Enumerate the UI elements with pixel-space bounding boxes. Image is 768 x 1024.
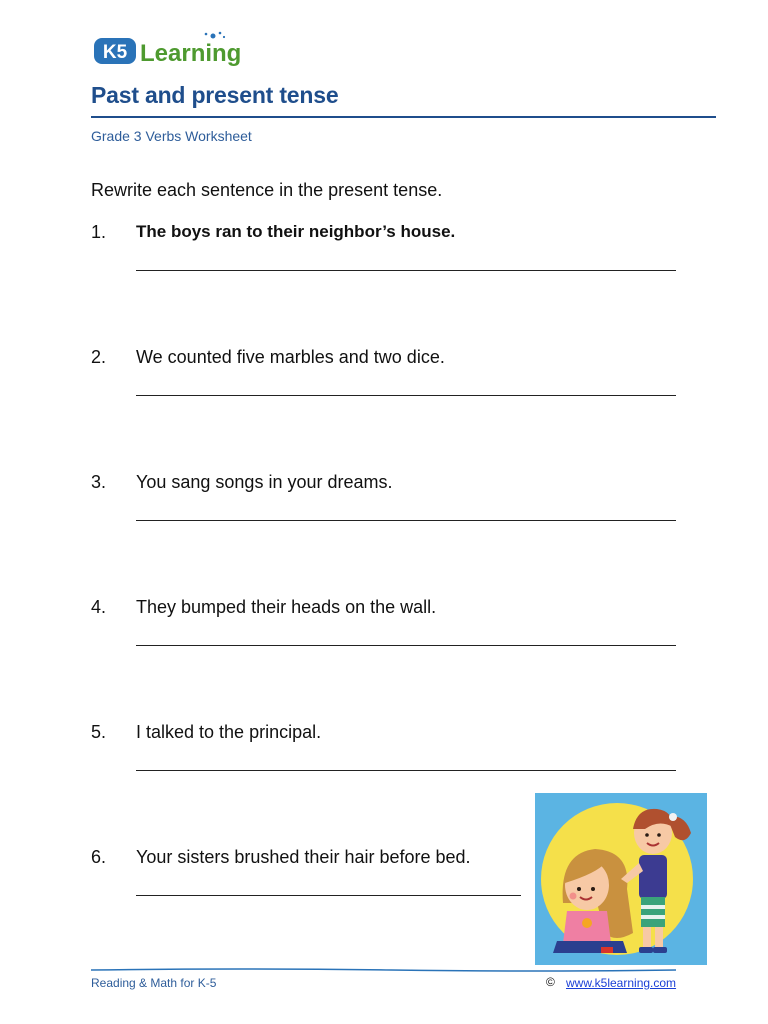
question-number: 1.	[91, 222, 107, 242]
question-text: You sang songs in your dreams.	[136, 472, 393, 492]
question-number: 2.	[91, 347, 107, 367]
logo-figure-icon	[205, 32, 225, 39]
girls-brushing-hair-illustration	[535, 793, 707, 965]
answer-line[interactable]	[136, 270, 676, 271]
question-text: They bumped their heads on the wall.	[136, 597, 437, 617]
title-divider	[91, 116, 716, 118]
website-link[interactable]: www.k5learning.com	[566, 976, 677, 990]
logo-word: Learning	[140, 40, 242, 67]
logo-badge: K5	[102, 42, 128, 63]
page-subtitle: Grade 3 Verbs Worksheet	[91, 128, 252, 144]
answer-line[interactable]	[136, 770, 676, 771]
answer-line[interactable]	[136, 895, 521, 896]
question-text: The boys ran to their neighbor’s house.	[136, 222, 456, 241]
question-number: 6.	[91, 847, 107, 867]
question-number: 4.	[91, 597, 107, 617]
answer-line[interactable]	[136, 520, 676, 521]
question-number: 3.	[91, 472, 107, 492]
page-title: Past and present tense	[91, 82, 339, 108]
answer-line[interactable]	[136, 395, 676, 396]
footer-tagline: Reading & Math for K-5	[91, 976, 217, 990]
question-text: We counted five marbles and two dice.	[136, 347, 445, 367]
answer-line[interactable]	[136, 645, 676, 646]
copyright-symbol: ©	[546, 975, 555, 989]
question-text: I talked to the principal.	[136, 722, 322, 742]
k5-learning-logo	[93, 30, 255, 72]
question-number: 5.	[91, 722, 107, 742]
footer-divider	[91, 968, 676, 972]
instruction-text: Rewrite each sentence in the present tense.	[91, 180, 443, 200]
question-text: Your sisters brushed their hair before bed.	[136, 847, 471, 867]
